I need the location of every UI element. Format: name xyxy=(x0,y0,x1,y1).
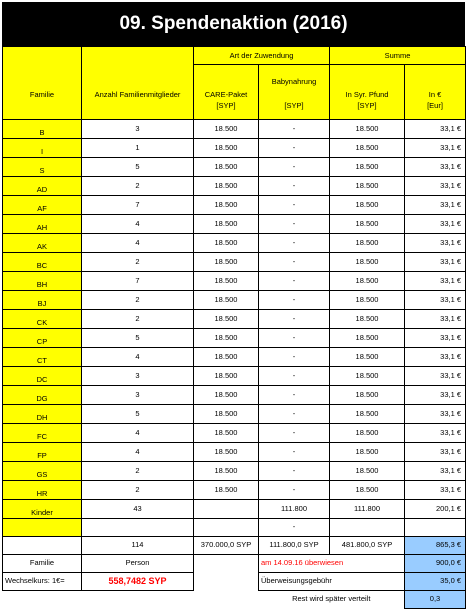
table-row xyxy=(3,461,466,480)
family-cell: CK xyxy=(3,309,82,328)
sum-syp-cell: 18.500 xyxy=(330,366,405,385)
footer-person-label: Person xyxy=(82,554,194,572)
footer-empty xyxy=(194,572,259,590)
care-paket-cell: 18.500 xyxy=(194,442,259,461)
table-row xyxy=(3,347,466,366)
header-row-1 xyxy=(3,47,466,65)
member-count-cell: 2 xyxy=(82,252,194,271)
header-unit-care: [SYP] xyxy=(194,100,259,120)
total-care: 370.000,0 SYP xyxy=(194,536,259,554)
babynahrung-cell: - xyxy=(259,385,330,404)
header-babynahrung: Babynahrung xyxy=(259,65,330,100)
sum-syp-cell: 18.500 xyxy=(330,347,405,366)
rest-value: 0,3 xyxy=(405,590,466,608)
totals-empty xyxy=(3,536,82,554)
member-count-cell: 3 xyxy=(82,366,194,385)
family-cell: AK xyxy=(3,233,82,252)
header-unit-baby: [SYP] xyxy=(259,100,330,120)
family-cell: FC xyxy=(3,423,82,442)
blank-cell xyxy=(3,518,82,536)
sum-syp-cell: 18.500 xyxy=(330,309,405,328)
footer-empty xyxy=(82,590,194,608)
table-row xyxy=(3,423,466,442)
sum-syp-cell: 18.500 xyxy=(330,423,405,442)
family-cell: BJ xyxy=(3,290,82,309)
member-count-cell: 5 xyxy=(82,404,194,423)
babynahrung-cell: - xyxy=(259,404,330,423)
babynahrung-cell: - xyxy=(259,309,330,328)
sum-syp-cell: 18.500 xyxy=(330,157,405,176)
care-paket-cell: 18.500 xyxy=(194,271,259,290)
sum-eur-cell: 33,1 € xyxy=(405,214,466,233)
family-cell: Kinder xyxy=(3,499,82,518)
care-paket-cell: 18.500 xyxy=(194,176,259,195)
total-members: 114 xyxy=(82,536,194,554)
footer-row-rest xyxy=(3,590,466,608)
family-cell: BC xyxy=(3,252,82,271)
babynahrung-cell: - xyxy=(259,138,330,157)
header-in-euro: In € xyxy=(405,65,466,100)
member-count-cell: 3 xyxy=(82,385,194,404)
fee-label: Überweisungsgebühr xyxy=(259,572,405,590)
member-count-cell: 2 xyxy=(82,309,194,328)
care-paket-cell: 18.500 xyxy=(194,385,259,404)
blank-cell xyxy=(405,518,466,536)
total-baby: 111.800,0 SYP xyxy=(259,536,330,554)
blank-cell: - xyxy=(259,518,330,536)
sum-syp-cell: 111.800 xyxy=(330,499,405,518)
care-paket-cell: 18.500 xyxy=(194,461,259,480)
member-count-cell: 2 xyxy=(82,176,194,195)
care-paket-cell: 18.500 xyxy=(194,480,259,499)
exchange-rate-value: 558,7482 SYP xyxy=(82,572,194,590)
table-row xyxy=(3,309,466,328)
family-cell: AF xyxy=(3,195,82,214)
table-row xyxy=(3,480,466,499)
babynahrung-cell: - xyxy=(259,328,330,347)
sum-eur-cell: 33,1 € xyxy=(405,176,466,195)
sum-eur-cell: 33,1 € xyxy=(405,252,466,271)
care-paket-cell: 18.500 xyxy=(194,366,259,385)
table-row xyxy=(3,271,466,290)
header-in-syr-pfund: In Syr. Pfund xyxy=(330,65,405,100)
family-cell: I xyxy=(3,138,82,157)
sum-syp-cell: 18.500 xyxy=(330,138,405,157)
sum-syp-cell: 18.500 xyxy=(330,480,405,499)
sheet-title: 09. Spendenaktion (2016) xyxy=(2,2,465,46)
care-paket-cell: 18.500 xyxy=(194,404,259,423)
member-count-cell: 2 xyxy=(82,290,194,309)
member-count-cell: 43 xyxy=(82,499,194,518)
family-cell: CP xyxy=(3,328,82,347)
care-paket-cell: 18.500 xyxy=(194,347,259,366)
sum-syp-cell: 18.500 xyxy=(330,233,405,252)
table-row xyxy=(3,290,466,309)
footer-familie-label: Familie xyxy=(3,554,82,572)
header-familie-top xyxy=(3,47,82,65)
blank-cell xyxy=(194,518,259,536)
care-paket-cell: 18.500 xyxy=(194,119,259,138)
care-paket-cell: 18.500 xyxy=(194,328,259,347)
total-syp: 481.800,0 SYP xyxy=(330,536,405,554)
table-row xyxy=(3,404,466,423)
babynahrung-cell: - xyxy=(259,119,330,138)
member-count-cell: 5 xyxy=(82,328,194,347)
member-count-cell: 7 xyxy=(82,195,194,214)
sum-syp-cell: 18.500 xyxy=(330,195,405,214)
care-paket-cell: 18.500 xyxy=(194,423,259,442)
header-anzahl-top xyxy=(82,47,194,65)
rest-label: Rest wird später verteilt xyxy=(292,594,371,604)
footer-empty xyxy=(194,590,259,608)
babynahrung-cell: - xyxy=(259,461,330,480)
care-paket-cell: 18.500 xyxy=(194,157,259,176)
sum-syp-cell: 18.500 xyxy=(330,461,405,480)
table-row xyxy=(3,442,466,461)
babynahrung-cell: - xyxy=(259,195,330,214)
sum-eur-cell: 33,1 € xyxy=(405,119,466,138)
transfer-label: am 14.09.16 überwiesen xyxy=(259,554,405,572)
babynahrung-cell: 111.800 xyxy=(259,499,330,518)
member-count-cell: 4 xyxy=(82,214,194,233)
table-row xyxy=(3,157,466,176)
care-paket-cell: 18.500 xyxy=(194,195,259,214)
sum-eur-cell: 33,1 € xyxy=(405,157,466,176)
sum-syp-cell: 18.500 xyxy=(330,442,405,461)
table-row xyxy=(3,366,466,385)
sum-eur-cell: 33,1 € xyxy=(405,461,466,480)
member-count-cell: 4 xyxy=(82,442,194,461)
care-paket-cell: 18.500 xyxy=(194,252,259,271)
sum-eur-cell: 33,1 € xyxy=(405,404,466,423)
family-cell: BH xyxy=(3,271,82,290)
table-row xyxy=(3,195,466,214)
sum-syp-cell: 18.500 xyxy=(330,385,405,404)
member-count-cell: 4 xyxy=(82,423,194,442)
babynahrung-cell: - xyxy=(259,233,330,252)
table-row xyxy=(3,499,466,518)
care-paket-cell xyxy=(194,499,259,518)
table-row xyxy=(3,119,466,138)
header-unit-syp: [SYP] xyxy=(330,100,405,120)
footer-row-transfer xyxy=(3,554,466,572)
transfer-value: 900,0 € xyxy=(405,554,466,572)
member-count-cell: 4 xyxy=(82,347,194,366)
table-row xyxy=(3,176,466,195)
sum-eur-cell: 33,1 € xyxy=(405,385,466,404)
care-paket-cell: 18.500 xyxy=(194,138,259,157)
family-cell: FP xyxy=(3,442,82,461)
header-anzahl-bottom xyxy=(82,100,194,120)
blank-cell xyxy=(330,518,405,536)
family-cell: AD xyxy=(3,176,82,195)
family-cell: GS xyxy=(3,461,82,480)
member-count-cell: 1 xyxy=(82,138,194,157)
sum-syp-cell: 18.500 xyxy=(330,119,405,138)
babynahrung-cell: - xyxy=(259,176,330,195)
sum-eur-cell: 33,1 € xyxy=(405,423,466,442)
babynahrung-cell: - xyxy=(259,366,330,385)
header-row-2 xyxy=(3,65,466,100)
babynahrung-cell: - xyxy=(259,214,330,233)
table-row xyxy=(3,138,466,157)
footer-empty xyxy=(194,554,259,572)
family-cell: CT xyxy=(3,347,82,366)
babynahrung-cell: - xyxy=(259,252,330,271)
sum-eur-cell: 33,1 € xyxy=(405,480,466,499)
babynahrung-cell: - xyxy=(259,157,330,176)
babynahrung-cell: - xyxy=(259,290,330,309)
babynahrung-cell: - xyxy=(259,442,330,461)
care-paket-cell: 18.500 xyxy=(194,309,259,328)
sum-eur-cell: 33,1 € xyxy=(405,138,466,157)
care-paket-cell: 18.500 xyxy=(194,214,259,233)
babynahrung-cell: - xyxy=(259,423,330,442)
care-paket-cell: 18.500 xyxy=(194,233,259,252)
table-row xyxy=(3,233,466,252)
donation-table xyxy=(2,46,466,609)
sum-eur-cell: 33,1 € xyxy=(405,271,466,290)
table-row xyxy=(3,214,466,233)
family-cell: AH xyxy=(3,214,82,233)
total-eur: 865,3 € xyxy=(405,536,466,554)
header-familie-bottom xyxy=(3,100,82,120)
member-count-cell: 7 xyxy=(82,271,194,290)
blank-row xyxy=(3,518,466,536)
sum-eur-cell: 33,1 € xyxy=(405,366,466,385)
sum-syp-cell: 18.500 xyxy=(330,176,405,195)
header-art-der-zuwendung: Art der Zuwendung xyxy=(194,47,330,65)
header-unit-eur: [Eur] xyxy=(405,100,466,120)
babynahrung-cell: - xyxy=(259,347,330,366)
sum-syp-cell: 18.500 xyxy=(330,271,405,290)
babynahrung-cell: - xyxy=(259,271,330,290)
table-row xyxy=(3,328,466,347)
family-cell: HR xyxy=(3,480,82,499)
sum-syp-cell: 18.500 xyxy=(330,252,405,271)
header-anzahl: Anzahl Familienmitglieder xyxy=(82,65,194,100)
header-row-3 xyxy=(3,100,466,120)
footer-empty xyxy=(3,590,82,608)
member-count-cell: 5 xyxy=(82,157,194,176)
exchange-rate-label: Wechselkurs: 1€= xyxy=(3,572,82,590)
member-count-cell: 3 xyxy=(82,119,194,138)
footer-row-fee xyxy=(3,572,466,590)
member-count-cell: 2 xyxy=(82,480,194,499)
fee-value: 35,0 € xyxy=(405,572,466,590)
babynahrung-cell: - xyxy=(259,480,330,499)
sum-syp-cell: 18.500 xyxy=(330,290,405,309)
sum-eur-cell: 33,1 € xyxy=(405,233,466,252)
blank-cell xyxy=(82,518,194,536)
family-cell: B xyxy=(3,119,82,138)
member-count-cell: 2 xyxy=(82,461,194,480)
spreadsheet xyxy=(2,2,465,609)
sum-eur-cell: 33,1 € xyxy=(405,309,466,328)
header-summe: Summe xyxy=(330,47,466,65)
header-familie: Familie xyxy=(3,65,82,100)
sum-eur-cell: 33,1 € xyxy=(405,290,466,309)
family-cell: DG xyxy=(3,385,82,404)
family-cell: S xyxy=(3,157,82,176)
member-count-cell: 4 xyxy=(82,233,194,252)
care-paket-cell: 18.500 xyxy=(194,290,259,309)
header-care-paket: CARE-Paket xyxy=(194,65,259,100)
sum-syp-cell: 18.500 xyxy=(330,404,405,423)
sum-syp-cell: 18.500 xyxy=(330,328,405,347)
sum-eur-cell: 33,1 € xyxy=(405,195,466,214)
sum-eur-cell: 33,1 € xyxy=(405,442,466,461)
family-cell: DH xyxy=(3,404,82,423)
totals-row xyxy=(3,536,466,554)
sum-eur-cell: 200,1 € xyxy=(405,499,466,518)
table-row xyxy=(3,385,466,404)
sum-eur-cell: 33,1 € xyxy=(405,328,466,347)
table-row xyxy=(3,252,466,271)
family-cell: DC xyxy=(3,366,82,385)
sum-syp-cell: 18.500 xyxy=(330,214,405,233)
sum-eur-cell: 33,1 € xyxy=(405,347,466,366)
